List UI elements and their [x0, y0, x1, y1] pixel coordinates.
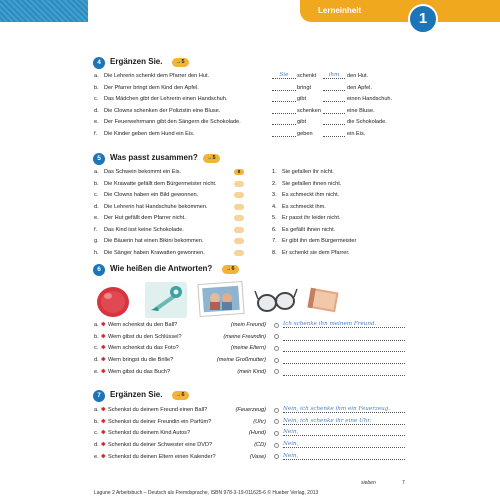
object-text: den Hut. — [347, 73, 369, 79]
statement-text: Der Hut gefällt dem Pfarrer nicht. — [104, 215, 186, 221]
glasses-image — [253, 283, 299, 317]
footer-citation: Lagune 2 Arbeitsbuch – Deutsch als Fremdsprache, ISBN 978-3-19-011625-6 © Hueber Verlag, 2013 — [94, 490, 319, 496]
match-answer-field[interactable]: 8 — [234, 169, 244, 175]
hint-text: (Vase) — [249, 453, 266, 460]
option-number: 6. — [272, 226, 277, 233]
response-circle-icon — [274, 431, 279, 436]
answer-line[interactable] — [283, 375, 405, 376]
response-circle-icon — [274, 358, 279, 363]
row-letter: e. — [94, 119, 99, 126]
question-text: Wem gibst du das Buch? — [108, 368, 171, 375]
exercise-title: Ergänzen Sie. — [110, 57, 163, 66]
answer-blank[interactable] — [272, 118, 296, 125]
question-text: Wem schenkst du das Foto? — [108, 345, 179, 352]
response-circle-icon — [274, 408, 279, 413]
speaker-star-icon: ✱ — [101, 368, 106, 375]
speaker-star-icon: ✱ — [101, 357, 106, 364]
exercise-title: Was passt zusammen? — [110, 153, 198, 162]
question-text: Schenkst du deinem Kind Autos? — [108, 430, 191, 437]
verb-text: geben — [297, 131, 313, 137]
statement-text: Die Lehrerin hat Handschuhe bekommen. — [104, 203, 208, 210]
handwritten-answer[interactable]: Nein, — [283, 429, 405, 436]
handwritten-answer: Sie — [279, 72, 289, 78]
question-text: Schenkst du deiner Schwester eine DVD? — [108, 442, 213, 449]
row-letter: b. — [94, 180, 99, 187]
speaker-star-icon: ✱ — [101, 430, 106, 437]
response-circle-icon — [274, 334, 279, 339]
question-text: Schenkst du deinem Freund einen Ball? — [108, 407, 208, 413]
option-text: Er schenkt sie dem Pfarrer. — [282, 249, 350, 256]
option-text: Er gibt ihn dem Bürgermeister — [282, 238, 357, 244]
answer-blank[interactable] — [323, 84, 345, 91]
answer-line[interactable] — [283, 340, 405, 341]
verb-text: schenkt — [297, 73, 317, 79]
statement-text: Die Bäuerin hat einen Bikini bekommen. — [104, 238, 204, 244]
hint-text: (mein Kind) — [237, 368, 266, 375]
row-letter: c. — [94, 430, 99, 437]
row-letter: f. — [94, 226, 98, 233]
object-text: die Schokolade. — [347, 119, 387, 126]
row-letter: a. — [94, 322, 99, 328]
question-text: Wem gibst du den Schlüssel? — [108, 333, 182, 340]
speaker-star-icon: ✱ — [101, 333, 106, 340]
handwritten-answer[interactable]: Nein, ich schenke ihm ein Feuerzeug. — [283, 406, 405, 413]
response-circle-icon — [274, 443, 279, 448]
option-text: Er passt ihr leider nicht. — [282, 215, 341, 221]
answer-blank[interactable] — [323, 107, 345, 114]
response-circle-icon — [274, 454, 279, 459]
exercise-title: Ergänzen Sie. — [110, 390, 163, 399]
reference-badge: →6 — [172, 391, 189, 400]
reference-badge: →5 — [203, 154, 220, 163]
match-answer-field[interactable] — [234, 250, 244, 256]
question-text: Wem bringst du die Brille? — [108, 357, 174, 364]
hint-text: (CD) — [254, 442, 266, 449]
statement-text: Das Schwein bekommt ein Eis. — [104, 169, 182, 175]
statement-text: Die Clowns haben ein Bild gewonnen. — [104, 192, 199, 198]
option-text: Es schmeckt ihm nicht. — [282, 192, 340, 198]
response-circle-icon — [274, 323, 279, 328]
option-number: 8. — [272, 249, 277, 256]
ball-image — [90, 283, 136, 319]
option-number: 3. — [272, 192, 277, 198]
exercise-number: 5 — [93, 153, 105, 165]
option-text: Es schmeckt ihm. — [282, 203, 326, 210]
answer-blank[interactable] — [272, 95, 296, 102]
row-letter: d. — [94, 107, 99, 114]
answer-line[interactable] — [283, 351, 405, 352]
speaker-star-icon: ✱ — [101, 442, 106, 449]
answer-blank[interactable] — [323, 118, 345, 125]
row-letter: d. — [94, 357, 99, 364]
object-text: den Apfel. — [347, 84, 372, 91]
sentence-text: Der Pfarrer bringt dem Kind den Apfel. — [104, 84, 199, 91]
row-letter: a. — [94, 407, 99, 413]
sentence-text: Die Clowns schenken der Polizistin eine Bluse. — [104, 107, 221, 114]
match-answer-field[interactable] — [234, 238, 244, 244]
handwritten-answer[interactable]: Ich schenke ihn meinem Freund. — [283, 321, 405, 328]
option-text: Sie gefallen ihnen nicht. — [282, 180, 342, 187]
header-decoration — [0, 0, 88, 22]
hint-text: (meine Großmutter) — [216, 357, 266, 364]
answer-blank[interactable] — [272, 130, 296, 137]
row-letter: a. — [94, 169, 99, 175]
speaker-star-icon: ✱ — [101, 345, 106, 352]
hint-text: (meine Freundin) — [223, 333, 266, 340]
answer-blank[interactable] — [323, 95, 345, 102]
hint-text: (meine Eltern) — [230, 345, 266, 352]
row-letter: d. — [94, 442, 99, 449]
statement-text: Das Kind isst keine Schokolade. — [104, 226, 184, 233]
speaker-star-icon: ✱ — [101, 407, 106, 413]
row-letter: g. — [94, 238, 99, 244]
handwritten-answer[interactable]: Nein, — [283, 441, 405, 448]
answer-blank[interactable] — [272, 72, 296, 79]
sentence-text: Die Kinder geben dem Hund ein Eis. — [104, 131, 195, 137]
row-letter: h. — [94, 249, 99, 256]
answer-blank[interactable] — [272, 107, 296, 114]
object-text: eine Bluse. — [347, 107, 375, 114]
option-number: 5. — [272, 215, 277, 221]
exercise-number: 7 — [93, 390, 105, 402]
answer-line[interactable] — [283, 363, 405, 364]
hint-text: (Feuerzeug) — [235, 407, 266, 413]
row-letter: f. — [94, 131, 98, 137]
photo-image — [196, 280, 246, 318]
row-letter: d. — [94, 203, 99, 210]
statement-text: Die Krawatte gefällt dem Bürgermeister nicht. — [104, 180, 217, 187]
question-text: Schenkst du deiner Freundin ein Parfüm? — [108, 418, 212, 425]
option-number: 1. — [272, 169, 277, 175]
verb-text: schenken — [297, 107, 321, 114]
option-number: 7. — [272, 238, 277, 244]
handwritten-answer: ihm — [328, 72, 340, 78]
row-letter: b. — [94, 84, 99, 91]
page-number: 7 — [402, 480, 405, 486]
question-text: Wem schenkst du den Ball? — [108, 322, 178, 328]
answer-blank[interactable] — [323, 72, 345, 79]
option-number: 2. — [272, 180, 277, 187]
hint-text: (Uhr) — [253, 418, 266, 425]
exercise-title: Wie heißen die Antworten? — [110, 264, 213, 273]
page-word: sieben — [361, 480, 376, 486]
row-letter: a. — [94, 73, 99, 79]
match-answer-field[interactable] — [234, 204, 244, 210]
exercise-number: 6 — [93, 264, 105, 276]
verb-text: gibt — [297, 96, 307, 103]
row-letter: e. — [94, 368, 99, 375]
answer-blank[interactable] — [272, 84, 296, 91]
row-letter: b. — [94, 418, 99, 425]
response-circle-icon — [274, 369, 279, 374]
speaker-star-icon: ✱ — [101, 453, 106, 460]
verb-text: bringt — [297, 84, 311, 91]
answer-blank[interactable] — [323, 130, 345, 137]
match-answer-field[interactable] — [234, 227, 244, 233]
object-text: einen Handschuh. — [347, 96, 393, 103]
option-text: Sie gefallen ihr nicht. — [282, 169, 334, 175]
response-circle-icon — [274, 419, 279, 424]
unit-number-badge: 1 — [408, 4, 438, 34]
option-number: 4. — [272, 203, 277, 210]
handwritten-answer[interactable]: Nein, — [283, 453, 405, 460]
key-image — [143, 280, 189, 320]
verb-text: gibt — [297, 119, 307, 126]
object-text: ein Eis. — [347, 131, 366, 137]
row-letter: c. — [94, 345, 99, 352]
reference-badge: →6 — [222, 265, 239, 274]
exercise-number: 4 — [93, 57, 105, 69]
option-text: Es gefällt ihnen nicht. — [282, 226, 336, 233]
statement-text: Die Sänger haben Krawatten gewonnen. — [104, 249, 205, 256]
handwritten-answer[interactable]: Nein, ich schenke ihr eine Uhr. — [283, 418, 405, 425]
row-letter: b. — [94, 333, 99, 340]
row-letter: e. — [94, 453, 99, 460]
reference-badge: →5 — [172, 58, 189, 67]
match-answer-field[interactable] — [234, 215, 244, 221]
response-circle-icon — [274, 346, 279, 351]
sentence-text: Das Mädchen gibt der Lehrerin einen Handschuh. — [104, 96, 228, 103]
row-letter: c. — [94, 192, 99, 198]
match-answer-field[interactable] — [234, 192, 244, 198]
speaker-star-icon: ✱ — [101, 322, 106, 328]
header-title: Lerneinheit — [318, 6, 362, 15]
row-letter: c. — [94, 96, 99, 103]
speaker-star-icon: ✱ — [101, 418, 106, 425]
row-letter: e. — [94, 215, 99, 221]
hint-text: (Hund) — [248, 430, 266, 437]
match-answer-field[interactable] — [234, 181, 244, 187]
hint-text: (mein Freund) — [230, 322, 266, 328]
sentence-text: Die Lehrerin schenkt dem Pfarrer den Hut. — [104, 73, 210, 79]
sentence-text: Der Feuerwehrmann gibt den Sängern die Schokolade. — [104, 119, 241, 126]
book-image — [303, 282, 343, 318]
question-text: Schenkst du deinen Eltern einen Kalender? — [108, 453, 216, 460]
